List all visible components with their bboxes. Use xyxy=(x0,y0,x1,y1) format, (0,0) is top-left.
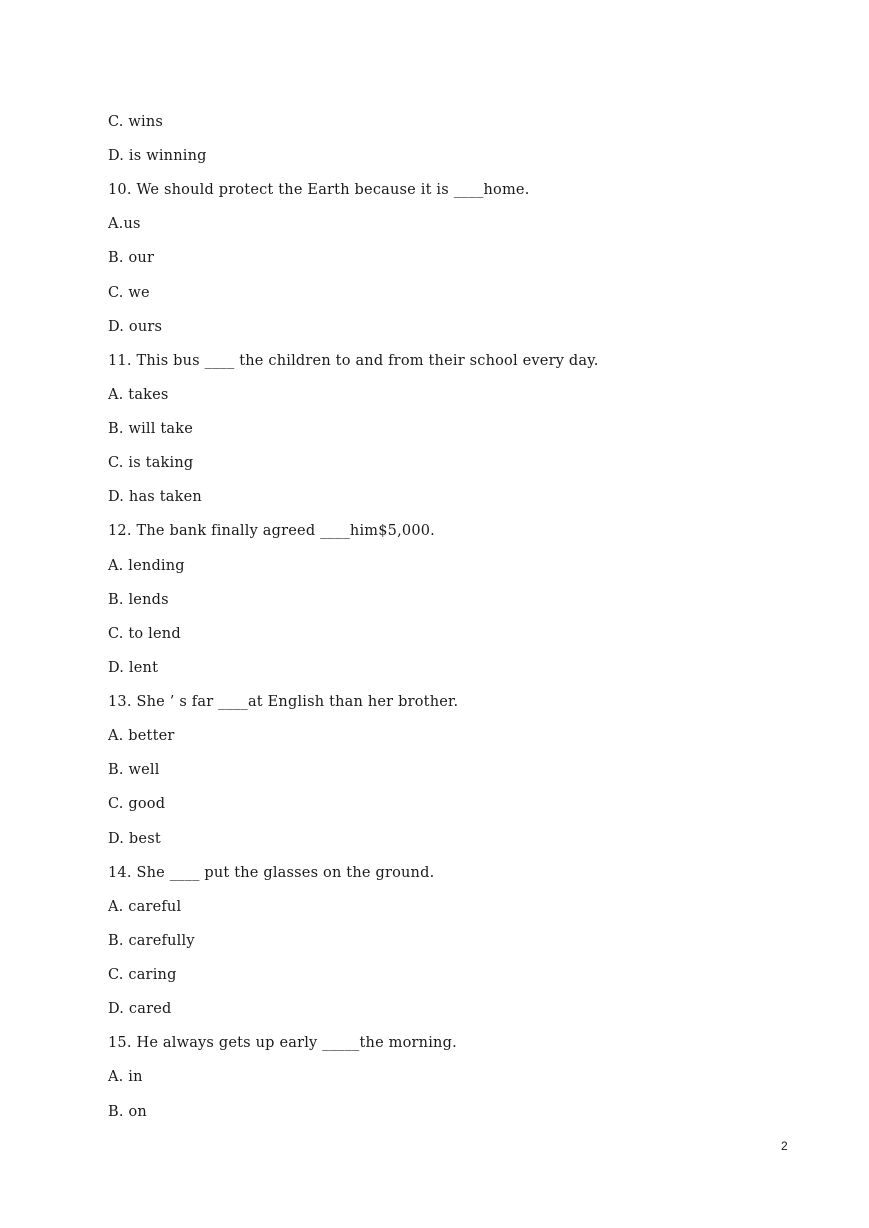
option-line: D. is winning xyxy=(108,148,207,164)
option-line: C. wins xyxy=(108,114,164,130)
option-line: A. takes xyxy=(108,387,169,403)
option-line: A. better xyxy=(108,728,175,744)
option-line: C. to lend xyxy=(108,626,181,642)
option-line: A. lending xyxy=(108,558,185,574)
option-line: A. in xyxy=(108,1069,143,1085)
option-line: C. we xyxy=(108,285,150,301)
question-line: 12. The bank finally agreed ____him$5,000. xyxy=(108,523,435,539)
option-line: C. good xyxy=(108,796,166,812)
option-line: A. careful xyxy=(108,899,182,915)
question-line: 15. He always gets up early _____the morning. xyxy=(108,1035,457,1051)
question-line: 14. She ____ put the glasses on the ground. xyxy=(108,865,435,881)
page-number: 2 xyxy=(781,1139,788,1153)
option-line: D. has taken xyxy=(108,489,202,505)
option-line: D. cared xyxy=(108,1001,172,1017)
option-line: B. on xyxy=(108,1104,147,1120)
option-line: C. caring xyxy=(108,967,177,983)
option-line: A.us xyxy=(108,216,141,232)
question-line: 13. She ’ s far ____at English than her brother. xyxy=(108,694,459,710)
option-line: C. is taking xyxy=(108,455,194,471)
question-line: 11. This bus ____ the children to and from their school every day. xyxy=(108,353,599,369)
option-line: D. ours xyxy=(108,319,163,335)
option-line: B. our xyxy=(108,250,155,266)
option-line: B. will take xyxy=(108,421,194,437)
option-line: B. well xyxy=(108,762,160,778)
option-line: B. carefully xyxy=(108,933,195,949)
option-line: B. lends xyxy=(108,592,169,608)
option-line: D. lent xyxy=(108,660,159,676)
option-line: D. best xyxy=(108,831,161,847)
question-line: 10. We should protect the Earth because it is ____home. xyxy=(108,182,530,198)
